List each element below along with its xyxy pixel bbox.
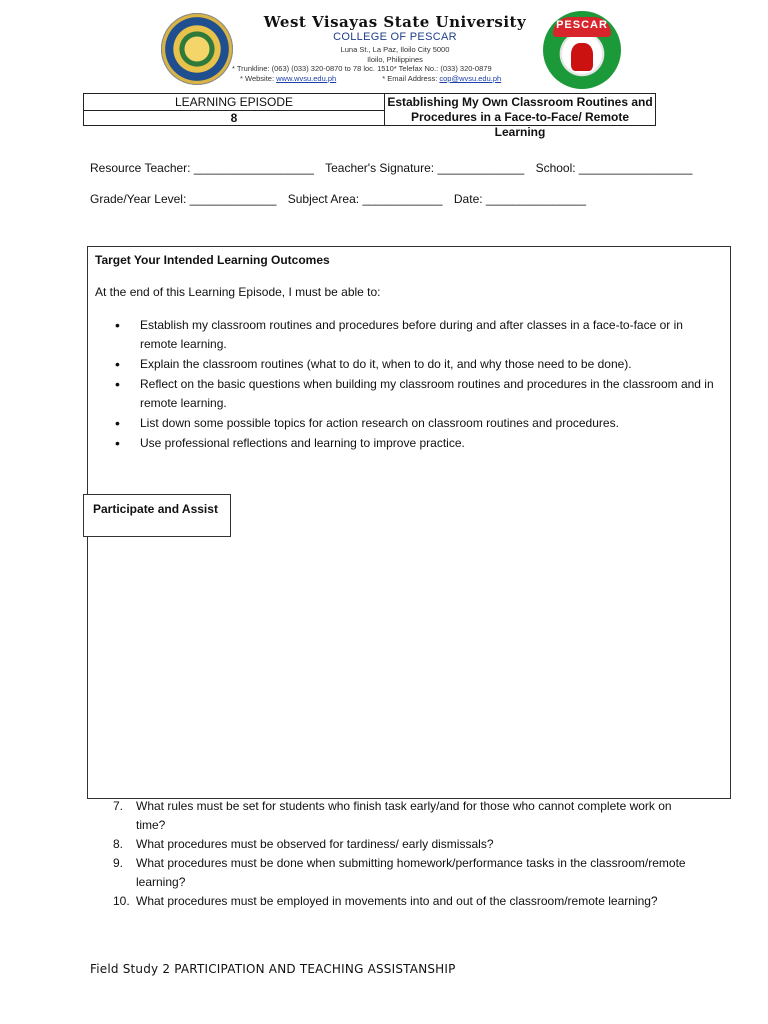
question-text: What rules must be set for students who finish task early/and for those who cannot complete work on time? — [136, 799, 672, 832]
outcome-item: • Reflect on the basic questions when building my classroom routines and procedures in the classroom and in remote learning. — [115, 375, 720, 413]
question-number: 7. — [113, 799, 124, 813]
subject-area-field[interactable]: Subject Area: ____________ — [287, 192, 443, 206]
question-number: 8. — [113, 837, 124, 851]
question-item — [113, 854, 693, 892]
question-item — [113, 797, 693, 835]
pescar-logo-figure — [571, 43, 593, 71]
grade-level-field[interactable]: Grade/Year Level: _____________ — [90, 192, 277, 206]
outcome-item: • Establish my classroom routines and procedures before during and after classes in a face-to-face or in remote learning. — [115, 316, 720, 354]
class-fields-line — [90, 192, 594, 206]
pescar-logo-text: PESCAR — [556, 19, 608, 31]
address-line-2: Iloilo, Philippines — [367, 55, 423, 64]
address-line-1: Luna St., La Paz, Iloilo City 5000 — [340, 45, 450, 54]
episode-title-line-1: Establishing My Own Classroom Routines and — [387, 95, 653, 109]
outcomes-intro: At the end of this Learning Episode, I must be able to: — [95, 285, 381, 299]
question-number: 10. — [113, 894, 130, 908]
question-item — [113, 835, 693, 854]
university-name: West Visayas State University — [263, 13, 527, 31]
teacher-signature-field[interactable]: Teacher's Signature: _____________ — [325, 161, 525, 175]
school-field[interactable]: School: _________________ — [535, 161, 693, 175]
page-footer: Field Study 2 PARTICIPATION AND TEACHING ASSISTANSHIP — [90, 962, 456, 976]
outcomes-title: Target Your Intended Learning Outcomes — [95, 253, 330, 267]
outcomes-list — [115, 316, 720, 454]
trunkline-text: * Trunkline: (063) (033) 320-0870 to 78 loc. 1510* Telefax No.: (033) 320-0879 — [232, 64, 492, 73]
website-link[interactable]: www.wvsu.edu.ph — [276, 74, 337, 83]
participate-assist-box — [83, 494, 231, 537]
website-label: * Website: — [240, 74, 277, 83]
question-text: What procedures must be done when submitting homework/performance tasks in the classroom/remote learning? — [136, 856, 686, 889]
episode-title — [385, 94, 655, 139]
episode-title-line-2: Procedures in a Face-to-Face/ Remote Learning — [410, 110, 630, 139]
episode-label: LEARNING EPISODE — [84, 94, 385, 111]
outcome-item: • List down some possible topics for action research on classroom routines and procedures. — [115, 414, 720, 433]
contact-web-email — [240, 74, 560, 83]
teacher-fields-line — [90, 161, 700, 175]
email-label: * Email Address: — [382, 74, 440, 83]
outcome-item: • Use professional reflections and learning to improve practice. — [115, 434, 720, 453]
question-number: 9. — [113, 856, 124, 870]
college-name: COLLEGE OF PESCAR — [333, 31, 457, 43]
date-field[interactable]: Date: _______________ — [453, 192, 587, 206]
question-text: What procedures must be observed for tardiness/ early dismissals? — [136, 837, 494, 851]
episode-number: 8 — [84, 111, 385, 126]
participate-assist-label: Participate and Assist — [93, 502, 218, 516]
resource-teacher-field[interactable]: Resource Teacher: __________________ — [90, 161, 314, 175]
question-text: What procedures must be employed in movements into and out of the classroom/remote learning? — [136, 894, 658, 908]
episode-table — [83, 93, 656, 139]
question-item — [113, 892, 693, 911]
wvsu-seal-logo — [161, 13, 233, 85]
outcome-item: • Explain the classroom routines (what to do it, when to do it, and why those need to be done). — [115, 355, 720, 374]
email-link[interactable]: cop@wvsu.edu.ph — [439, 74, 502, 83]
questions-list — [113, 797, 693, 911]
